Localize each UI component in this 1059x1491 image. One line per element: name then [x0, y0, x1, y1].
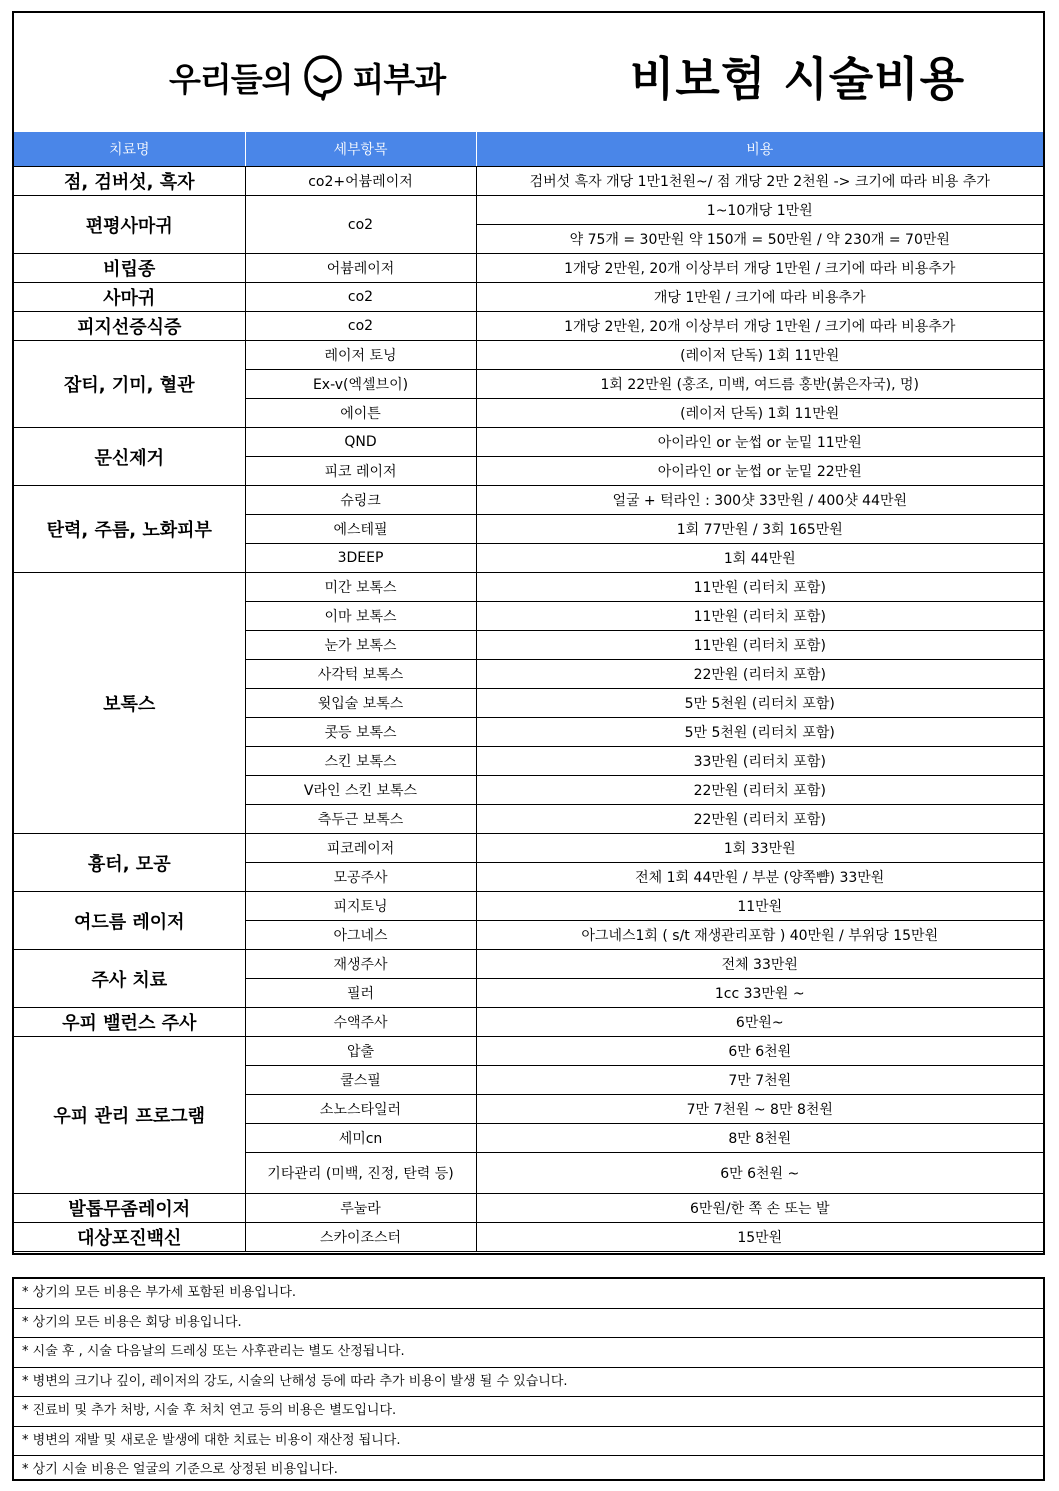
- detail-item: 재생주사: [245, 950, 476, 979]
- cost-cell: 8만 8천원: [476, 1124, 1043, 1153]
- cost-cell: 1cc 33만원 ~: [476, 979, 1043, 1008]
- treatment-category: 피지선증식증: [14, 312, 245, 341]
- cost-cell: 33만원 (리터치 포함): [476, 747, 1043, 776]
- smile-logo-icon: [303, 53, 343, 101]
- treatment-category: 주사 치료: [14, 950, 245, 1008]
- note-line: * 상기의 모든 비용은 회당 비용입니다.: [14, 1309, 1043, 1339]
- table-row: [14, 196, 1043, 225]
- cost-cell: 15만원: [476, 1223, 1043, 1252]
- cost-cell: 1개당 2만원, 20개 이상부터 개당 1만원 / 크기에 따라 비용추가: [476, 254, 1043, 283]
- cost-cell: 11만원 (리터치 포함): [476, 631, 1043, 660]
- detail-item: 슈링크: [245, 486, 476, 515]
- treatment-category: 보톡스: [14, 573, 245, 834]
- detail-item: 사각턱 보톡스: [245, 660, 476, 689]
- cost-cell: 6만 6천원 ~: [476, 1153, 1043, 1194]
- table-header-row: [14, 132, 1043, 167]
- table-row: [14, 428, 1043, 457]
- detail-item: QND: [245, 428, 476, 457]
- treatment-category: 여드름 레이저: [14, 892, 245, 950]
- column-header-detail: 세부항목: [245, 132, 476, 167]
- table-row: [14, 486, 1043, 515]
- price-sheet: [12, 11, 1045, 1255]
- detail-item: 루눌라: [245, 1194, 476, 1223]
- cost-cell: 약 75개 = 30만원 약 150개 = 50만원 / 약 230개 = 70만원: [476, 225, 1043, 254]
- cost-cell: 11만원 (리터치 포함): [476, 573, 1043, 602]
- notes-box: [12, 1277, 1045, 1481]
- table-row: [14, 167, 1043, 196]
- table-row: [14, 892, 1043, 921]
- treatment-category: 탄력, 주름, 노화피부: [14, 486, 245, 573]
- cost-cell: 1회 44만원: [476, 544, 1043, 573]
- detail-item: 측두근 보톡스: [245, 805, 476, 834]
- cost-cell: 검버섯 흑자 개당 1만1천원~/ 점 개당 2만 2천원 -> 크기에 따라 비용 추가: [476, 167, 1043, 196]
- table-row: [14, 283, 1043, 312]
- cost-cell: 1~10개당 1만원: [476, 196, 1043, 225]
- note-line: * 진료비 및 추가 처방, 시술 후 처치 연고 등의 비용은 별도입니다.: [14, 1397, 1043, 1427]
- detail-item: 모공주사: [245, 863, 476, 892]
- cost-cell: 6만원/한 쪽 손 또는 발: [476, 1194, 1043, 1223]
- detail-item: 스카이조스터: [245, 1223, 476, 1252]
- table-row: [14, 834, 1043, 863]
- cost-cell: 22만원 (리터치 포함): [476, 805, 1043, 834]
- treatment-category: 발톱무좀레이저: [14, 1194, 245, 1223]
- cost-cell: 아그네스1회 ( s/t 재생관리포함 ) 40만원 / 부위당 15만원: [476, 921, 1043, 950]
- note-line: * 상기 시술 비용은 얼굴의 기준으로 상정된 비용입니다.: [22, 1462, 338, 1477]
- price-table: [14, 132, 1043, 1252]
- page-title: 비보험 시술비용: [630, 52, 966, 106]
- note-line: * 병변의 재발 및 새로운 발생에 대한 치료는 비용이 재산정 됩니다.: [14, 1427, 1043, 1457]
- table-row: [14, 1194, 1043, 1223]
- table-row: [14, 1037, 1043, 1066]
- sheet-header: [14, 13, 1043, 133]
- detail-item: 압출: [245, 1037, 476, 1066]
- column-header-cost: 비용: [476, 132, 1043, 167]
- detail-item: 필러: [245, 979, 476, 1008]
- detail-item: 이마 보톡스: [245, 602, 476, 631]
- logo-text-right: 피부과: [352, 59, 446, 99]
- table-row: [14, 573, 1043, 602]
- cost-cell: 11만원: [476, 892, 1043, 921]
- cost-cell: (레이저 단독) 1회 11만원: [476, 399, 1043, 428]
- cost-cell: 1회 77만원 / 3회 165만원: [476, 515, 1043, 544]
- detail-item: 3DEEP: [245, 544, 476, 573]
- treatment-category: 대상포진백신: [14, 1223, 245, 1252]
- cost-cell: 5만 5천원 (리터치 포함): [476, 689, 1043, 718]
- clinic-logo: [169, 53, 445, 101]
- cost-cell: 전체 1회 44만원 / 부분 (양쪽뺨) 33만원: [476, 863, 1043, 892]
- detail-item: V라인 스킨 보톡스: [245, 776, 476, 805]
- note-line: * 병변의 크기나 깊이, 레이저의 강도, 시술의 난해성 등에 따라 추가 비용이 발생 될 수 있습니다.: [14, 1368, 1043, 1398]
- detail-item: co2: [245, 312, 476, 341]
- detail-item: Ex-v(엑셀브이): [245, 370, 476, 399]
- treatment-category: 사마귀: [14, 283, 245, 312]
- table-row: [14, 341, 1043, 370]
- cost-cell: 5만 5천원 (리터치 포함): [476, 718, 1043, 747]
- treatment-category: 잡티, 기미, 혈관: [14, 341, 245, 428]
- table-row: [14, 1223, 1043, 1252]
- cost-cell: 아이라인 or 눈썹 or 눈밑 22만원: [476, 457, 1043, 486]
- table-row: [14, 312, 1043, 341]
- detail-item: co2+어븀레이저: [245, 167, 476, 196]
- cost-cell: 얼굴 + 턱라인 : 300샷 33만원 / 400샷 44만원: [476, 486, 1043, 515]
- detail-item: 스킨 보톡스: [245, 747, 476, 776]
- detail-item: 세미cn: [245, 1124, 476, 1153]
- treatment-category: 점, 검버섯, 흑자: [14, 167, 245, 196]
- column-header-treatment: 치료명: [14, 132, 245, 167]
- detail-item: 윗입술 보톡스: [245, 689, 476, 718]
- cost-cell: 전체 33만원: [476, 950, 1043, 979]
- detail-item: 쿨스필: [245, 1066, 476, 1095]
- cost-cell: 개당 1만원 / 크기에 따라 비용추가: [476, 283, 1043, 312]
- treatment-category: 문신제거: [14, 428, 245, 486]
- logo-text-left: 우리들의: [169, 59, 293, 99]
- cost-cell: 1회 33만원: [476, 834, 1043, 863]
- detail-item: 피지토닝: [245, 892, 476, 921]
- detail-item: 피코 레이저: [245, 457, 476, 486]
- treatment-category: 비립종: [14, 254, 245, 283]
- detail-item: 소노스타일러: [245, 1095, 476, 1124]
- detail-item: 에이튼: [245, 399, 476, 428]
- detail-item: 에스테필: [245, 515, 476, 544]
- detail-item: co2: [245, 196, 476, 254]
- cost-cell: 6만 6천원: [476, 1037, 1043, 1066]
- cost-cell: 11만원 (리터치 포함): [476, 602, 1043, 631]
- cost-cell: 6만원~: [476, 1008, 1043, 1037]
- note-line: * 상기의 모든 비용은 부가세 포함된 비용입니다.: [14, 1279, 1043, 1309]
- detail-item: 레이저 토닝: [245, 341, 476, 370]
- detail-item: 피코레이저: [245, 834, 476, 863]
- cost-cell: (레이저 단독) 1회 11만원: [476, 341, 1043, 370]
- cost-cell: 아이라인 or 눈썹 or 눈밑 11만원: [476, 428, 1043, 457]
- table-row: [14, 950, 1043, 979]
- cost-cell: 1회 22만원 (홍조, 미백, 여드름 홍반(붉은자국), 멍): [476, 370, 1043, 399]
- treatment-category: 우피 밸런스 주사: [14, 1008, 245, 1037]
- note-line: * 시술 후 , 시술 다음날의 드레싱 또는 사후관리는 별도 산정됩니다.: [14, 1338, 1043, 1368]
- detail-item: 미간 보톡스: [245, 573, 476, 602]
- cost-cell: 22만원 (리터치 포함): [476, 776, 1043, 805]
- treatment-category: 우피 관리 프로그램: [14, 1037, 245, 1194]
- table-row: [14, 1008, 1043, 1037]
- table-row: [14, 254, 1043, 283]
- detail-item: 기타관리 (미백, 진정, 탄력 등): [245, 1153, 476, 1194]
- detail-item: 콧등 보톡스: [245, 718, 476, 747]
- cost-cell: 22만원 (리터치 포함): [476, 660, 1043, 689]
- detail-item: 어븀레이저: [245, 254, 476, 283]
- detail-item: co2: [245, 283, 476, 312]
- cost-cell: 7만 7천원: [476, 1066, 1043, 1095]
- cost-cell: 7만 7천원 ~ 8만 8천원: [476, 1095, 1043, 1124]
- treatment-category: 흉터, 모공: [14, 834, 245, 892]
- detail-item: 아그네스: [245, 921, 476, 950]
- treatment-category: 편평사마귀: [14, 196, 245, 254]
- detail-item: 수액주사: [245, 1008, 476, 1037]
- detail-item: 눈가 보톡스: [245, 631, 476, 660]
- cost-cell: 1개당 2만원, 20개 이상부터 개당 1만원 / 크기에 따라 비용추가: [476, 312, 1043, 341]
